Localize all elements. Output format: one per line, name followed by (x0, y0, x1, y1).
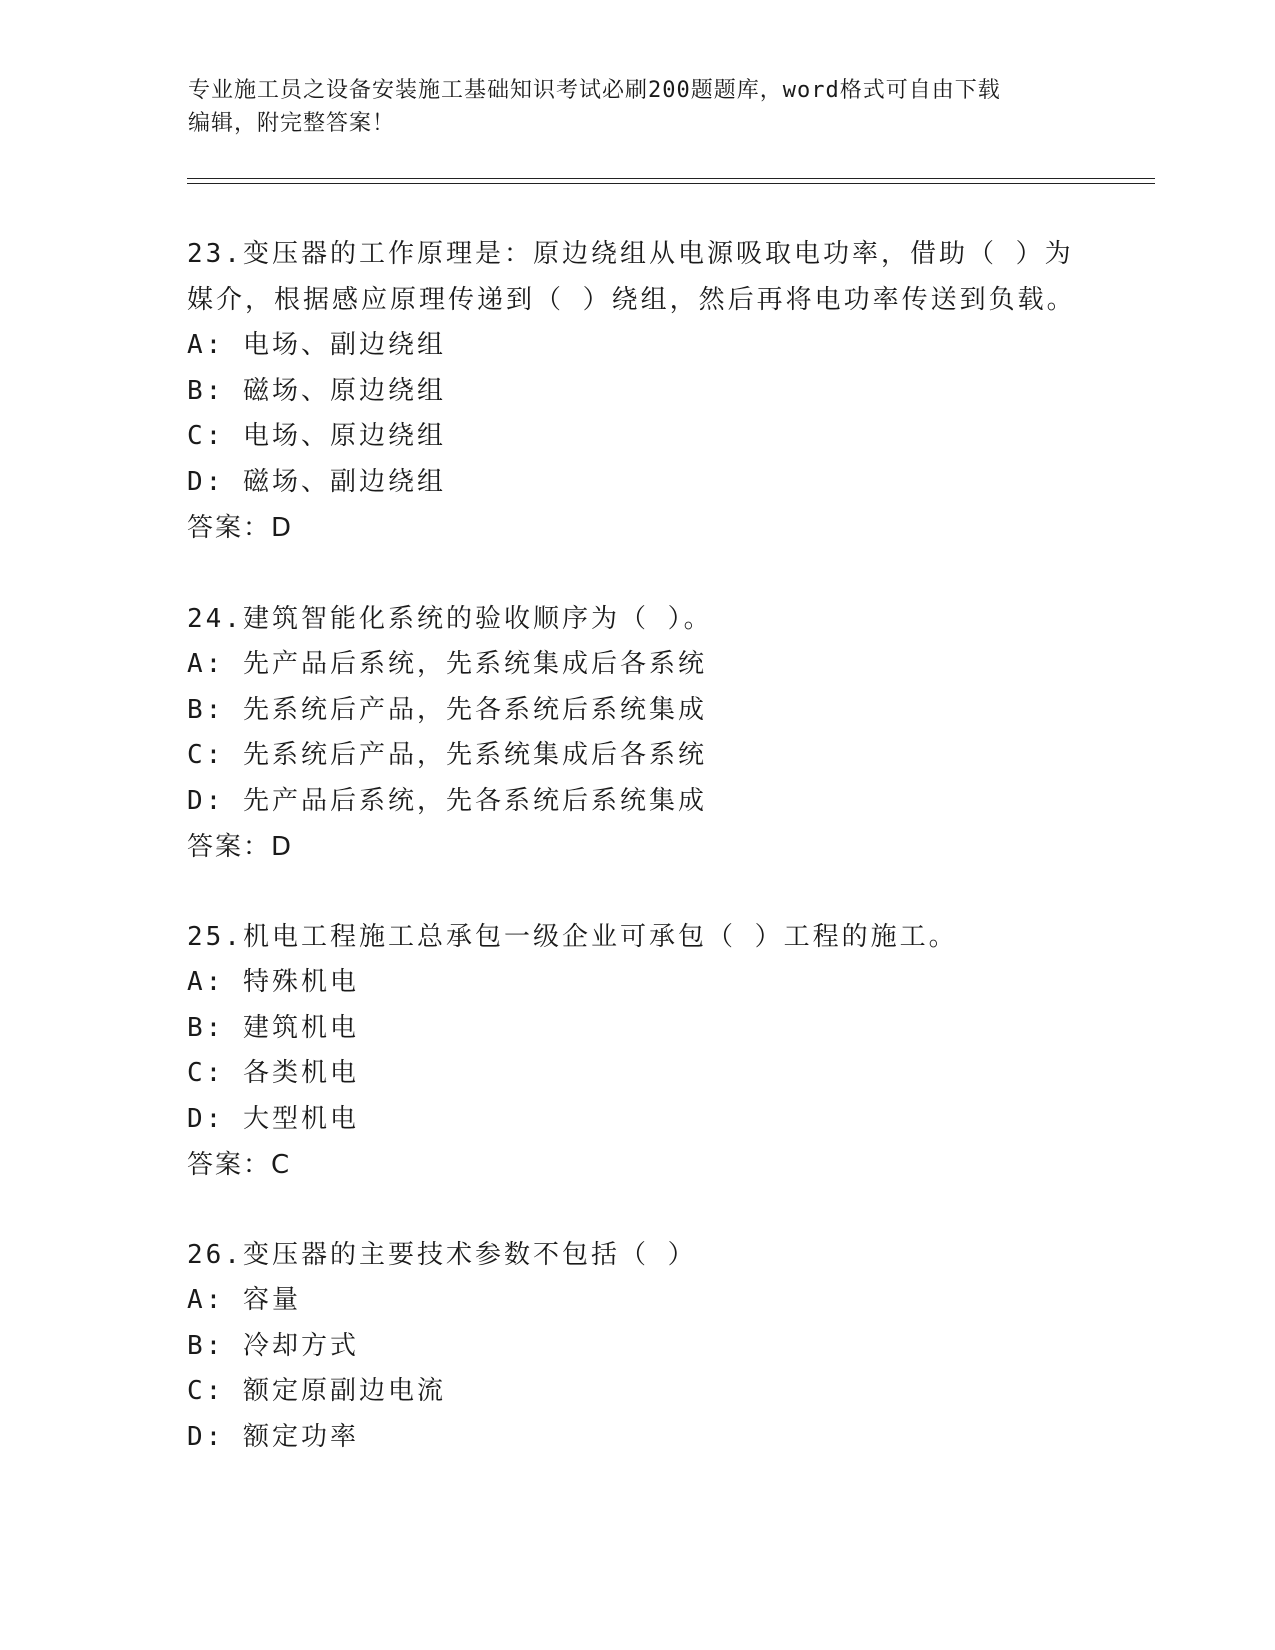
answer: 答案：C (187, 1150, 292, 1180)
option-c: C: 电场、原边绕组 (187, 421, 446, 451)
option-b: B: 建筑机电 (187, 1012, 359, 1043)
option-d: D: 额定功率 (187, 1421, 359, 1452)
question-stem-line-1: 26.变压器的主要技术参数不包括（ ） (187, 1240, 697, 1270)
question-26 (187, 1232, 1087, 1460)
answer: 答案：D (187, 832, 294, 862)
option-d: D: 磁场、副边绕组 (187, 466, 446, 497)
option-b: B: 冷却方式 (187, 1330, 359, 1361)
header-divider-top (187, 178, 1155, 179)
option-a: A: 电场、副边绕组 (187, 330, 446, 360)
question-25 (187, 914, 1087, 1188)
question-stem (187, 596, 1087, 642)
question-stem-line-1: 25.机电工程施工总承包一级企业可承包（ ）工程的施工。 (187, 922, 958, 952)
option-c: C: 各类机电 (187, 1058, 359, 1088)
option-b: B: 先系统后产品，先各系统后系统集成 (187, 694, 707, 725)
question-stem (187, 914, 1087, 960)
header-line-1: 专业施工员之设备安装施工基础知识考试必刷200题题库，word格式可自由下载 (188, 78, 1001, 103)
option-d: D: 先产品后系统，先各系统后系统集成 (187, 785, 707, 816)
option-list (187, 642, 1087, 824)
option-c: C: 先系统后产品，先系统集成后各系统 (187, 740, 707, 770)
question-stem-line-1: 24.建筑智能化系统的验收顺序为（ ）。 (187, 604, 713, 634)
option-list (187, 1278, 1087, 1460)
option-list (187, 960, 1087, 1142)
option-a: A: 特殊机电 (187, 967, 359, 997)
option-c: C: 额定原副边电流 (187, 1376, 446, 1406)
option-list (187, 323, 1087, 505)
question-stem-line-2: 媒介，根据感应原理传递到（ ）绕组，然后再将电功率传送到负载。 (187, 285, 1076, 315)
question-24 (187, 596, 1087, 870)
header-line-2: 编辑，附完整答案！ (188, 111, 396, 136)
document-header (188, 74, 1088, 140)
question-23 (187, 231, 1087, 551)
option-b: B: 磁场、原边绕组 (187, 375, 446, 406)
answer: 答案：D (187, 513, 294, 543)
option-a: A: 容量 (187, 1285, 301, 1315)
header-divider-bottom (187, 183, 1155, 184)
question-stem-line-1: 23.变压器的工作原理是：原边绕组从电源吸取电功率，借助（ ）为 (187, 239, 1074, 269)
question-stem (187, 1232, 1087, 1278)
question-stem (187, 231, 1087, 323)
option-a: A: 先产品后系统，先系统集成后各系统 (187, 649, 707, 679)
option-d: D: 大型机电 (187, 1103, 359, 1134)
